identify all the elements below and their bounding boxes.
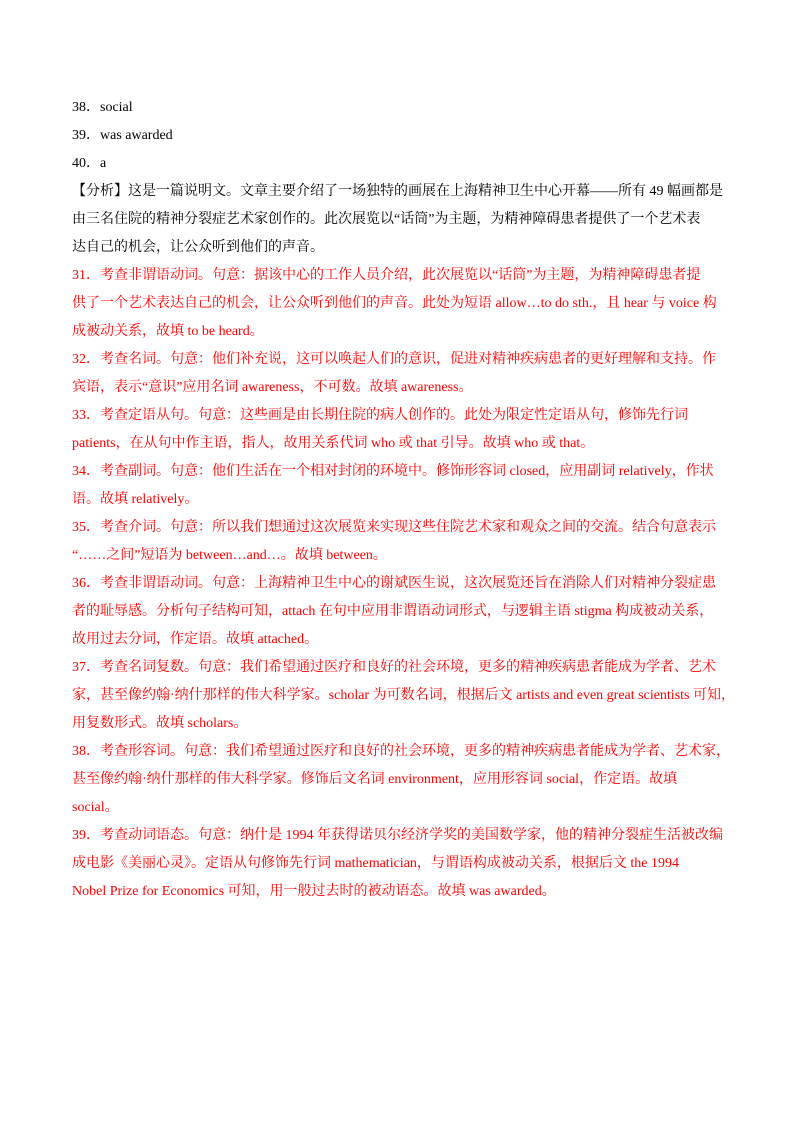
explanation-line: 31．考查非谓语动词。句意：据该中心的工作人员介绍，此次展览以“话筒”为主题，为精神障碍患者提 [72, 268, 701, 283]
explanation-36 [72, 570, 732, 654]
explanation-line: 用复数形式。故填 scholars。 [72, 716, 248, 731]
explanation-line: 34．考查副词。句意：他们生活在一个相对封闭的环境中。修饰形容词 closed，应用副词 relatively，作状 [72, 464, 714, 479]
explanation-31 [72, 262, 732, 346]
analysis-line: 【分析】这是一篇说明文。文章主要介绍了一场独特的画展在上海精神卫生中心开幕——所有 49 幅画都是 [72, 184, 723, 199]
explanation-line: Nobel Prize for Economics 可知，用一般过去时的被动语态。故填 was awarded。 [72, 884, 556, 899]
explanation-line: 家，甚至像约翰·纳什那样的伟大科学家。scholar 为可数名词，根据后文 artists and even great scientists 可知， [72, 688, 735, 703]
explanation-line: 甚至像约翰·纳什那样的伟大科学家。修饰后文名词 environment，应用形容词 social，作定语。故填 [72, 772, 678, 787]
explanation-line: 36．考查非谓语动词。句意：上海精神卫生中心的谢斌医生说，这次展览还旨在消除人们对精神分裂症患 [72, 576, 716, 591]
explanation-34 [72, 458, 732, 514]
explanation-line: 供了一个艺术表达自己的机会，让公众听到他们的声音。此处为短语 allow…to do sth.，且 hear 与 voice 构 [72, 296, 717, 311]
explanation-line: 33．考查定语从句。句意：这些画是由长期住院的病人创作的。此处为限定性定语从句，修饰先行词 [72, 408, 688, 423]
explanation-line: patients，在从句中作主语，指人，故用关系代词 who 或 that 引导。故填 who 或 that。 [72, 436, 595, 451]
explanation-32 [72, 346, 732, 402]
explanation-38 [72, 738, 732, 822]
explanation-line: 32．考查名词。句意：他们补充说，这可以唤起人们的意识，促进对精神疾病患者的更好理解和支持。作 [72, 352, 716, 367]
explanation-35 [72, 514, 732, 570]
answer-40: 40．a [72, 156, 107, 171]
explanation-39 [72, 822, 732, 906]
analysis-line: 达自己的机会，让公众听到他们的声音。 [72, 240, 324, 255]
explanation-line: 39．考查动词语态。句意：纳什是 1994 年获得诺贝尔经济学奖的美国数学家，他的精神分裂症生活被改编 [72, 828, 723, 843]
explanation-line: 宾语，表示“意识”应用名词 awareness，不可数。故填 awareness。 [72, 380, 473, 395]
explanation-line: 38．考查形容词。句意：我们希望通过医疗和良好的社会环境，更多的精神疾病患者能成为学者、艺术家， [72, 744, 730, 759]
analysis-line: 由三名住院的精神分裂症艺术家创作的。此次展览以“话筒”为主题，为精神障碍患者提供了一个艺术表 [72, 212, 701, 227]
explanation-line: 者的耻辱感。分析句子结构可知，attach 在句中应用非谓语动词形式，与逻辑主语 stigma 构成被动关系， [72, 604, 714, 619]
explanation-line: social。 [72, 800, 119, 815]
analysis-paragraph [72, 178, 732, 262]
explanation-line: 成电影《美丽心灵》。定语从句修饰先行词 mathematician，与谓语构成被动关系，根据后文 the 1994 [72, 856, 680, 871]
explanation-line: 成被动关系，故填 to be heard。 [72, 324, 264, 339]
document-page [72, 94, 735, 906]
answer-39: 39．was awarded [72, 128, 173, 143]
explanation-line: 故用过去分词，作定语。故填 attached。 [72, 632, 319, 647]
answer-38: 38．social [72, 100, 133, 115]
explanation-line: “……之间”短语为 between…and…。故填 between。 [72, 548, 387, 563]
explanation-33 [72, 402, 732, 458]
explanation-line: 语。故填 relatively。 [72, 492, 199, 507]
explanation-37 [72, 654, 735, 738]
explanation-line: 35．考查介词。句意：所以我们想通过这次展览来实现这些住院艺术家和观众之间的交流。结合句意表示 [72, 520, 716, 535]
explanation-line: 37．考查名词复数。句意：我们希望通过医疗和良好的社会环境，更多的精神疾病患者能成为学者、艺术 [72, 660, 716, 675]
